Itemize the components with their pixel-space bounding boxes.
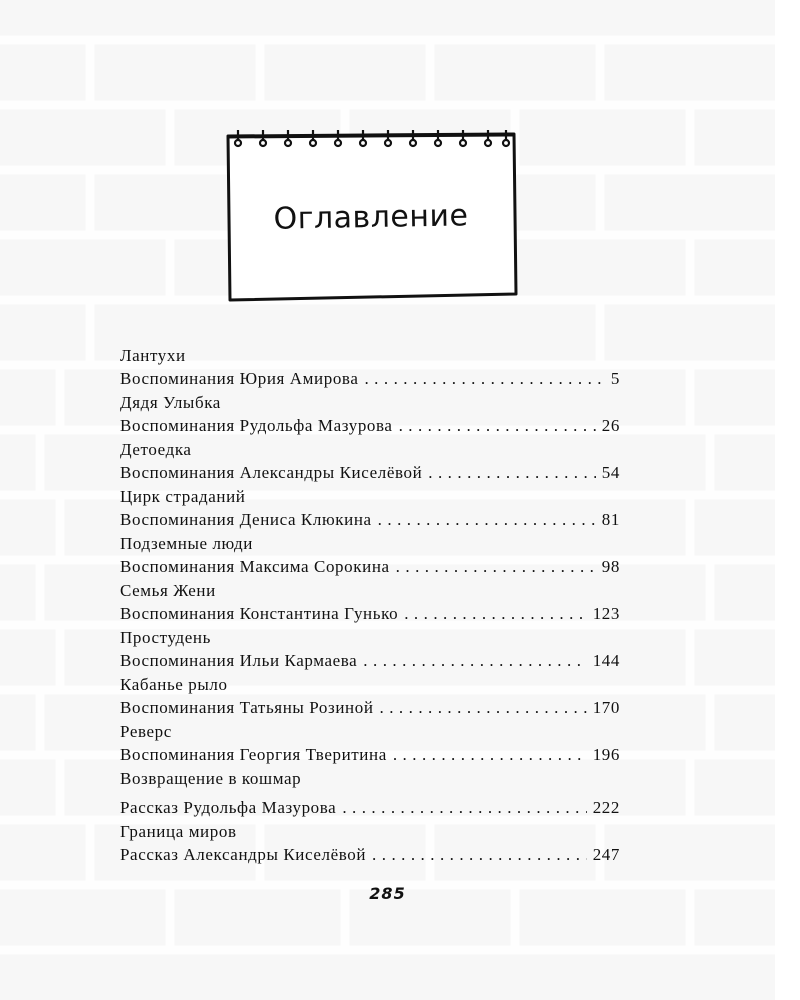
page-number: 285 xyxy=(369,884,406,903)
toc-entry-title: Граница миров xyxy=(120,822,237,841)
toc-page-number: 170 xyxy=(592,698,620,717)
toc-page-number: 196 xyxy=(592,745,620,764)
toc-entry[interactable] xyxy=(120,822,620,868)
toc-entry-title: Семья Жени xyxy=(120,581,216,600)
toc-entry[interactable] xyxy=(120,393,620,439)
toc-entry-title: Подземные люди xyxy=(120,534,253,553)
toc-entry[interactable] xyxy=(120,722,620,768)
toc-entry-title: Реверс xyxy=(120,722,172,741)
toc-entry-subtitle: Воспоминания Рудольфа Мазурова xyxy=(120,416,393,435)
toc-entry-title: Кабанье рыло xyxy=(120,675,228,694)
toc-page-number: 26 xyxy=(601,416,620,435)
toc-leader-dots xyxy=(404,604,586,624)
toc-leader-dots xyxy=(393,745,587,765)
toc-entry[interactable] xyxy=(120,581,620,627)
toc-entry[interactable] xyxy=(120,346,620,392)
toc-entry-title: Детоедка xyxy=(120,440,192,459)
toc-entry-title: Простудень xyxy=(120,628,211,647)
toc-leader-dots xyxy=(342,798,586,818)
toc-entry-subtitle: Рассказ Рудольфа Мазурова xyxy=(120,798,337,817)
toc-entry-subtitle: Воспоминания Максима Сорокина xyxy=(120,557,390,576)
toc-page-number: 54 xyxy=(601,463,620,482)
toc-entry-subtitle: Воспоминания Дениса Клюкина xyxy=(120,510,372,529)
toc-entry[interactable] xyxy=(120,440,620,486)
table-of-contents xyxy=(120,346,620,868)
toc-leader-dots xyxy=(399,416,596,436)
toc-leader-dots xyxy=(364,369,604,389)
toc-entry-subtitle: Воспоминания Георгия Тверитина xyxy=(120,745,387,764)
toc-entry[interactable] xyxy=(120,769,620,821)
toc-page-number: 247 xyxy=(592,845,620,864)
toc-leader-dots xyxy=(380,698,587,718)
toc-entry[interactable] xyxy=(120,628,620,674)
toc-entry[interactable] xyxy=(120,675,620,721)
toc-entry-title: Цирк страданий xyxy=(120,487,246,506)
toc-leader-dots xyxy=(363,651,586,671)
toc-page-number: 123 xyxy=(592,604,620,623)
toc-page-number: 81 xyxy=(601,510,620,529)
notepad-title-box xyxy=(222,128,520,306)
toc-page-number: 98 xyxy=(601,557,620,576)
toc-entry[interactable] xyxy=(120,534,620,580)
toc-entry-subtitle: Воспоминания Константина Гунько xyxy=(120,604,399,623)
toc-entry-subtitle: Воспоминания Ильи Кармаева xyxy=(120,651,358,670)
toc-entry-subtitle: Рассказ Александры Киселёвой xyxy=(120,845,367,864)
toc-entry[interactable] xyxy=(120,487,620,533)
toc-entry-subtitle: Воспоминания Татьяны Розиной xyxy=(120,698,374,717)
toc-entry-subtitle: Воспоминания Юрия Амирова xyxy=(120,369,359,388)
toc-entry-title: Лантухи xyxy=(120,346,186,365)
toc-entry-title: Дядя Улыбка xyxy=(120,393,221,412)
page-title: Оглавление xyxy=(273,198,469,237)
toc-leader-dots xyxy=(378,510,596,530)
toc-entry-subtitle: Воспоминания Александры Киселёвой xyxy=(120,463,423,482)
toc-page-number: 222 xyxy=(592,798,620,817)
toc-leader-dots xyxy=(396,557,596,577)
toc-page-number: 5 xyxy=(610,369,620,388)
toc-page-number: 144 xyxy=(592,651,620,670)
toc-leader-dots xyxy=(428,463,596,483)
toc-entry-title: Возвращение в кошмар xyxy=(120,769,302,788)
toc-leader-dots xyxy=(372,845,587,865)
